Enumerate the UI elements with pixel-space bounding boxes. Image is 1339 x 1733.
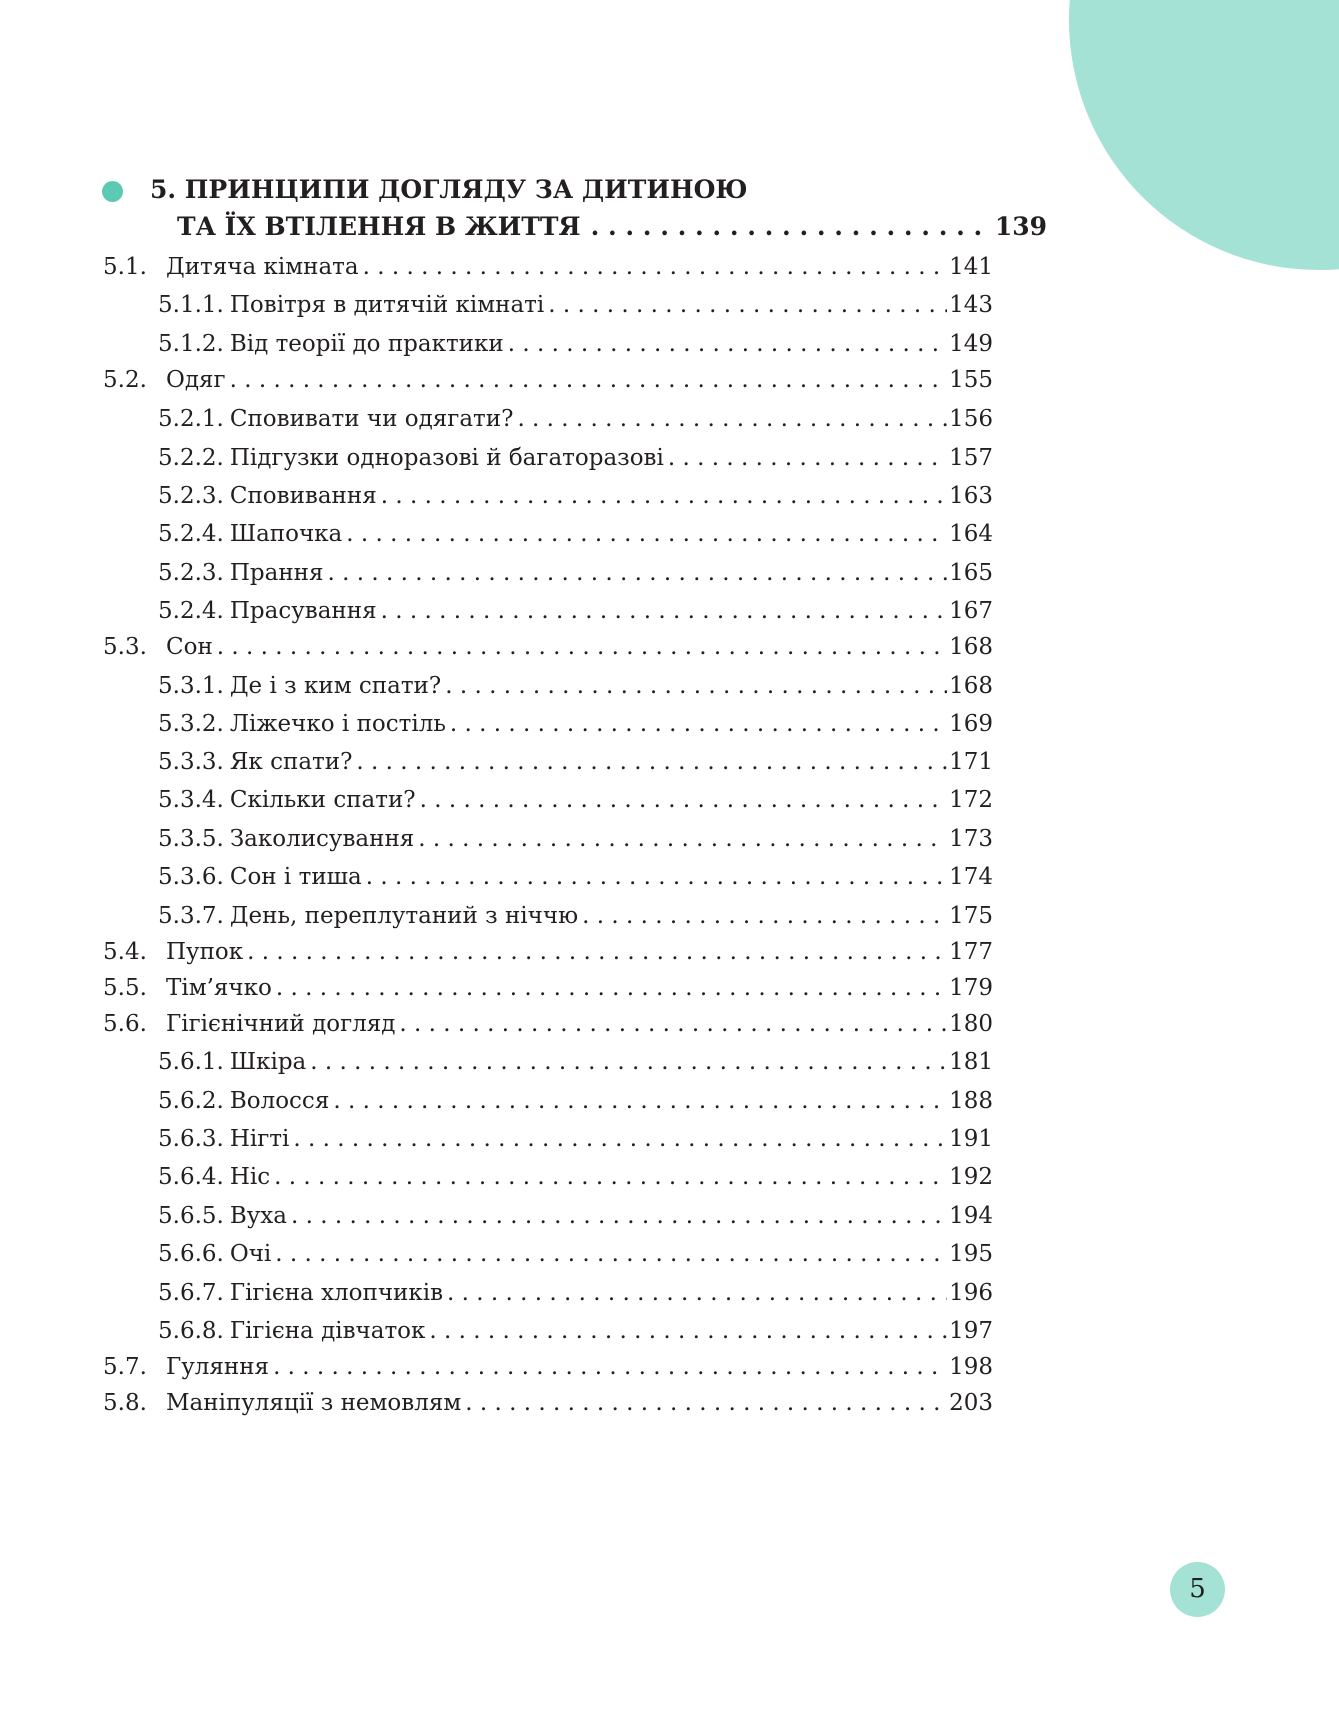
toc-entry-number: 5.4. [103, 939, 147, 965]
dot-leader [247, 932, 947, 972]
toc-entry-page: 192 [949, 1164, 993, 1190]
toc-entry [103, 1196, 993, 1236]
toc-entry-number: 5.2.1. [158, 406, 224, 432]
dot-leader [346, 514, 947, 554]
dot-leader [381, 591, 948, 631]
toc-entry-number: 5.1. [103, 254, 147, 280]
toc-entry-page: 149 [949, 331, 993, 357]
toc-entry-title: Ніс [229, 1164, 271, 1190]
toc-entry [103, 857, 993, 897]
toc-entry-title: Як спати? [229, 749, 353, 775]
toc-entry-title: Скільки спати? [229, 787, 416, 813]
toc-entry-page: 181 [949, 1049, 993, 1075]
toc-entry-page: 174 [949, 864, 993, 890]
toc-entry-title: Вуха [229, 1203, 287, 1229]
dot-leader [366, 857, 947, 897]
toc-entry [103, 627, 993, 667]
toc-entry-page: 163 [949, 483, 993, 509]
toc-entry-title: Шкіра [229, 1049, 307, 1075]
toc-entry-title: Від теорії до практики [229, 331, 504, 357]
chapter-page-number: 139 [994, 212, 1047, 241]
chapter-title-line2 [177, 207, 1047, 247]
toc-entry-number: 5.1.1. [158, 292, 224, 318]
toc-entry-page: 155 [949, 367, 993, 393]
dot-leader [356, 742, 947, 782]
toc-entry-number: 5.2.4. [158, 521, 224, 547]
toc-entry-title: Гуляння [166, 1354, 270, 1380]
page-number-badge: 5 [1170, 1562, 1225, 1617]
dot-leader [548, 285, 947, 325]
toc-entry [103, 553, 993, 593]
dot-leader [276, 968, 947, 1008]
toc-entry [103, 1157, 993, 1197]
toc-entry-title: Сповивати чи одягати? [229, 406, 514, 432]
dot-leader [333, 1081, 947, 1121]
toc-entry-number: 5.2.2. [158, 445, 224, 471]
dot-leader [293, 1119, 947, 1159]
toc-entry-page: 195 [949, 1241, 993, 1267]
toc-entry-page: 165 [949, 560, 993, 586]
toc-entry [103, 591, 993, 631]
toc-entry-number: 5.3.1. [158, 673, 224, 699]
toc-entry [103, 1119, 993, 1159]
dot-leader [582, 896, 947, 936]
toc-entry-page: 197 [949, 1318, 993, 1344]
toc-entry [103, 1004, 993, 1044]
toc-entry-number: 5.3.4. [158, 787, 224, 813]
toc-entry-title: Сон [166, 634, 213, 660]
dot-leader [274, 1157, 947, 1197]
toc-entry [103, 360, 993, 400]
toc-entry [103, 1234, 993, 1274]
toc-entry-number: 5.6. [103, 1011, 147, 1037]
toc-entry [103, 438, 993, 478]
toc-entry-title: Волосся [229, 1088, 330, 1114]
toc-entry-page: 198 [949, 1354, 993, 1380]
toc-entry [103, 514, 993, 554]
toc-entry-title: Шапочка [229, 521, 343, 547]
toc-entry-page: 143 [949, 292, 993, 318]
toc-entry-title: Нігті [229, 1126, 290, 1152]
toc-entry [103, 896, 993, 936]
toc-entry [103, 1081, 993, 1121]
toc-entry-page: 157 [949, 445, 993, 471]
toc-entry [103, 476, 993, 516]
dot-leader [328, 553, 948, 593]
dot-leader [275, 1234, 947, 1274]
dot-leader [445, 666, 947, 706]
toc-entry-title: Гігієна дівчаток [229, 1318, 426, 1344]
toc-entry-number: 5.6.5. [158, 1203, 224, 1229]
toc-entry-page: 175 [949, 903, 993, 929]
toc-entry-number: 5.3.7. [158, 903, 224, 929]
dot-leader [273, 1347, 947, 1387]
toc-entry-title: Гігієнічний догляд [166, 1011, 396, 1037]
toc-entry-title: Маніпуляції з немовлям [166, 1390, 462, 1416]
toc-entry-number: 5.6.6. [158, 1241, 224, 1267]
dot-leader [418, 819, 947, 859]
toc-entry-title: Пупок [166, 939, 244, 965]
toc-entry-title: Сон і тиша [229, 864, 362, 890]
dot-leader [450, 704, 947, 744]
chapter-title-text: ТА ЇХ ВТІЛЕННЯ В ЖИТТЯ [177, 212, 581, 241]
toc-entry-number: 5.5. [103, 975, 147, 1001]
toc-entry-title: Очі [229, 1241, 272, 1267]
toc-entry-title: День, переплутаний з ніччю [229, 903, 579, 929]
toc-entry-title: Заколисування [229, 826, 415, 852]
toc-entry-number: 5.2.4. [158, 598, 224, 624]
toc-entry-title: Підгузки одноразові й багаторазові [229, 445, 664, 471]
toc-entry [103, 932, 993, 972]
toc-entry-page: 156 [949, 406, 993, 432]
toc-entry-title: Прання [229, 560, 324, 586]
toc-entry-number: 5.6.7. [158, 1280, 224, 1306]
dot-leader [420, 780, 947, 820]
toc-entry-page: 168 [949, 673, 993, 699]
toc-entry-page: 177 [949, 939, 993, 965]
toc-entry [103, 704, 993, 744]
dot-leader [363, 247, 948, 287]
toc-entry-page: 196 [949, 1280, 993, 1306]
toc-entry-page: 194 [949, 1203, 993, 1229]
toc-entry-page: 188 [949, 1088, 993, 1114]
toc-entry-number: 5.2. [103, 367, 147, 393]
toc-entry-page: 171 [949, 749, 993, 775]
dot-leader [399, 1004, 947, 1044]
dot-leader [310, 1042, 947, 1082]
toc-entry [103, 324, 993, 364]
toc-entry-page: 172 [949, 787, 993, 813]
toc-entry [103, 742, 993, 782]
toc-entry-number: 5.6.4. [158, 1164, 224, 1190]
toc-entry-number: 5.3. [103, 634, 147, 660]
dot-leader [291, 1196, 947, 1236]
toc-entry-number: 5.6.1. [158, 1049, 224, 1075]
toc-entry-number: 5.3.6. [158, 864, 224, 890]
toc-entry-number: 5.6.3. [158, 1126, 224, 1152]
toc-entry-page: 173 [949, 826, 993, 852]
toc-entry-page: 141 [949, 254, 993, 280]
dot-leader [465, 1383, 947, 1423]
toc-entry-title: Тім’ячко [166, 975, 272, 1001]
dot-leader [429, 1311, 947, 1351]
toc-entry [103, 968, 993, 1008]
toc-entry-title: Сповивання [229, 483, 377, 509]
toc-entry-number: 5.3.3. [158, 749, 224, 775]
toc-entry-number: 5.3.5. [158, 826, 224, 852]
toc-entry [103, 1273, 993, 1313]
toc-entry-title: Гігієна хлопчиків [229, 1280, 444, 1306]
toc-entry-page: 180 [949, 1011, 993, 1037]
toc-entry-number: 5.6.8. [158, 1318, 224, 1344]
dot-leader [381, 476, 947, 516]
toc-entry-page: 169 [949, 711, 993, 737]
dot-leader [447, 1273, 947, 1313]
toc-entry-page: 191 [949, 1126, 993, 1152]
toc-entry [103, 819, 993, 859]
toc-entry-number: 5.2.3. [158, 483, 224, 509]
toc-entry-title: Де і з ким спати? [229, 673, 442, 699]
chapter-bullet-icon [102, 181, 123, 202]
toc-entry [103, 285, 993, 325]
toc-entry [103, 247, 993, 287]
toc-entry-number: 5.7. [103, 1354, 147, 1380]
toc-entry-page: 203 [949, 1390, 993, 1416]
toc-entry-number: 5.3.2. [158, 711, 224, 737]
dot-leader [230, 360, 948, 400]
chapter-title-line1: 5. ПРИНЦИПИ ДОГЛЯДУ ЗА ДИТИНОЮ [150, 175, 748, 204]
toc-entry [103, 1311, 993, 1351]
toc-entry-title: Повітря в дитячій кімнаті [229, 292, 545, 318]
toc-entry [103, 666, 993, 706]
toc-entry [103, 1383, 993, 1423]
dot-leader [217, 627, 947, 667]
toc-entry [103, 399, 993, 439]
toc-entry-number: 5.2.3. [158, 560, 224, 586]
toc-entry [103, 1347, 993, 1387]
toc-entry-page: 179 [949, 975, 993, 1001]
toc-entry-title: Прасування [229, 598, 377, 624]
dot-leader [591, 207, 985, 247]
dot-leader [517, 399, 947, 439]
toc-entry [103, 780, 993, 820]
dot-leader [668, 438, 947, 478]
dot-leader [508, 324, 947, 364]
toc-entry-page: 168 [949, 634, 993, 660]
toc-entry-number: 5.8. [103, 1390, 147, 1416]
toc-entry-page: 164 [949, 521, 993, 547]
toc-entry-title: Одяг [166, 367, 226, 393]
corner-decoration [1069, 0, 1339, 270]
toc-entry-number: 5.6.2. [158, 1088, 224, 1114]
toc-entry-title: Дитяча кімната [166, 254, 359, 280]
toc-entry-page: 167 [949, 598, 993, 624]
toc-entry [103, 1042, 993, 1082]
toc-entry-title: Ліжечко і постіль [229, 711, 446, 737]
toc-entry-number: 5.1.2. [158, 331, 224, 357]
